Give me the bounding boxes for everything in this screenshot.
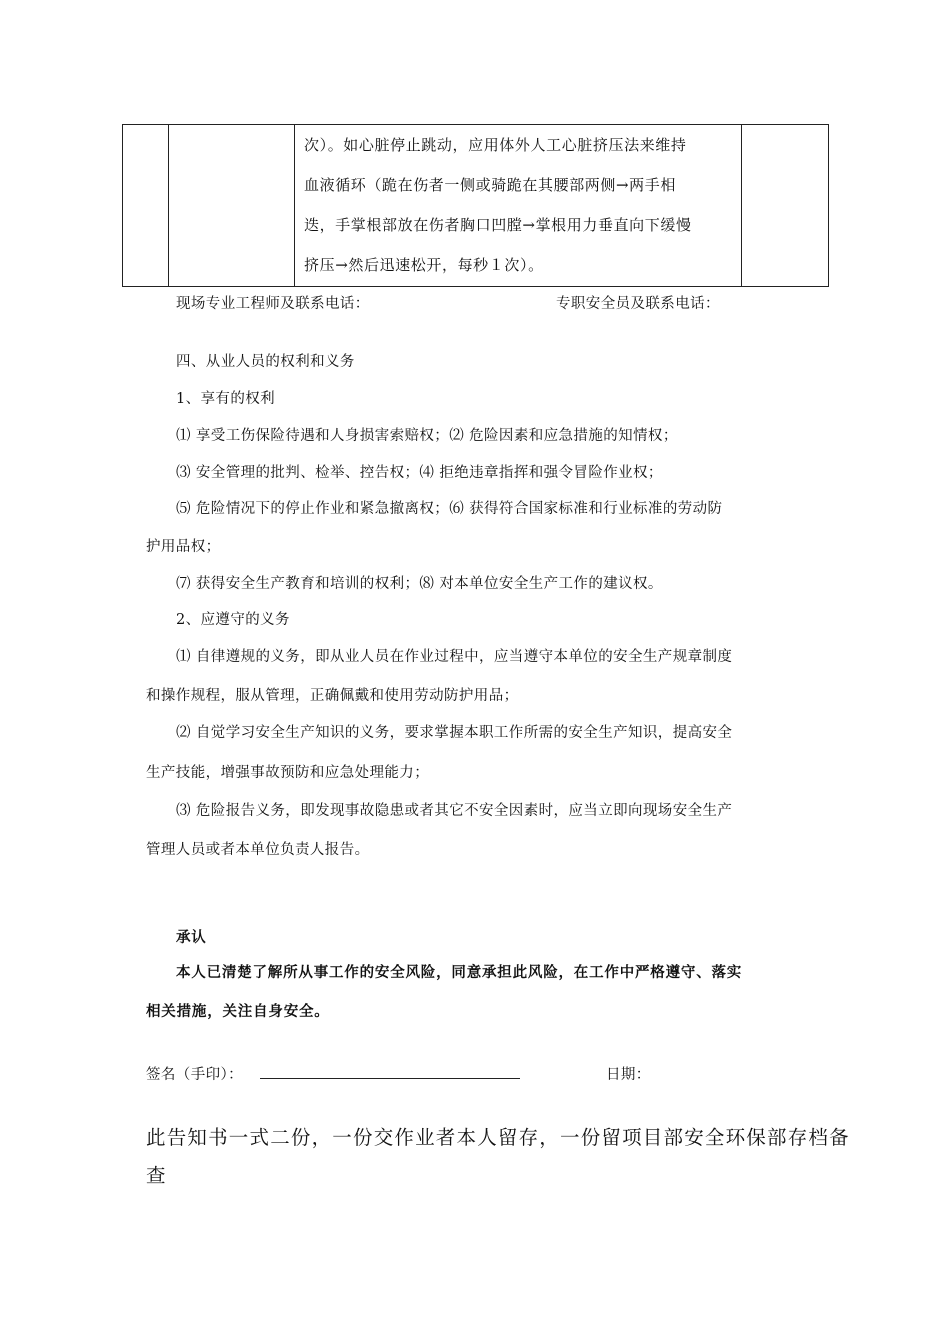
duties-line: 和操作规程，服从管理，正确佩戴和使用劳动防护用品； [146,688,519,704]
acknowledgement-title: 承认 [176,930,207,946]
rights-line: 护用品权； [146,539,221,555]
rights-line: ⑸ 危险情况下的停止作业和紧急撤离权；⑹ 获得符合国家标准和行业标准的劳动防 [176,501,723,517]
duties-line: 生产技能，增强事故预防和应急处理能力； [146,765,430,781]
signature-label: 签名（手印）： [146,1067,244,1083]
duties-line: ⑵ 自觉学习安全生产知识的义务，要求掌握本职工作所需的安全生产知识，提高安全 [176,725,733,741]
signature-line [260,1078,520,1079]
table-column-divider [168,125,169,286]
acknowledgement-line: 相关措施，关注自身安全。 [146,1004,330,1020]
section-title: 四、从业人员的权利和义务 [176,354,355,370]
rights-line: ⑺ 获得安全生产教育和培训的权利；⑻ 对本单位安全生产工作的建议权。 [176,576,663,592]
table-column-divider [294,125,295,286]
table-line: 挤压→然后迅速松开，每秒１次）。 [304,256,544,274]
engineer-contact-label: 现场专业工程师及联系电话： [176,296,370,312]
duties-line: ⑴ 自律遵规的义务，即从业人员在作业过程中，应当遵守本单位的安全生产规章制度 [176,649,733,665]
date-label: 日期： [606,1067,651,1083]
table-cell-text [296,125,741,285]
footer-note-line: 查 [146,1164,167,1187]
table-column-divider [741,125,742,286]
table-line: 次）。如心脏停止跳动，应用体外人工心脏挤压法来维持 [304,136,687,154]
footer-note-line: 此告知书一式二份，一份交作业者本人留存，一份留项目部安全环保部存档备 [146,1126,850,1149]
table-line: 迭，手掌根部放在伤者胸口凹膛→掌根用力垂直向下缓慢 [304,216,692,234]
rights-line: ⑶ 安全管理的批判、检举、控告权；⑷ 拒绝违章指挥和强令冒险作业权； [176,465,663,481]
table-line: 血液循环（跪在伤者一侧或骑跪在其腰部两侧→两手相 [304,176,676,194]
duties-title: 2、应遵守的义务 [176,612,290,628]
duties-line: ⑶ 危险报告义务，即发现事故隐患或者其它不安全因素时，应当立即向现场安全生产 [176,803,733,819]
duties-line: 管理人员或者本单位负责人报告。 [146,842,370,858]
safety-officer-contact-label: 专职安全员及联系电话： [556,296,720,312]
rights-title: 1、享有的权利 [176,391,276,407]
first-aid-table [122,124,829,287]
acknowledgement-line: 本人已清楚了解所从事工作的安全风险，同意承担此风险，在工作中严格遵守、落实 [176,965,743,981]
rights-line: ⑴ 享受工伤保险待遇和人身损害索赔权；⑵ 危险因素和应急措施的知情权； [176,428,678,444]
